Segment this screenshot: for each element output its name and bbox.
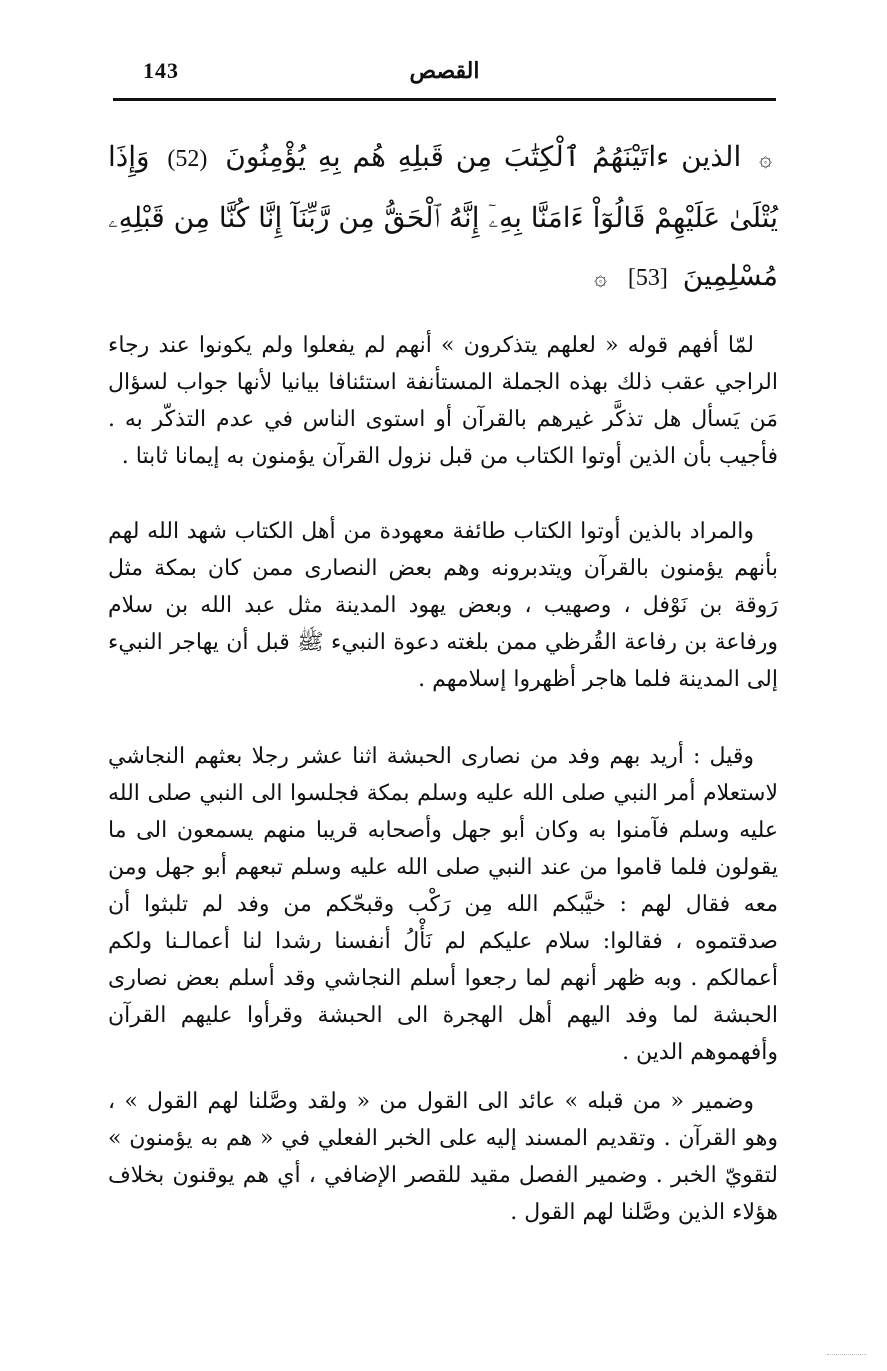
ayah-number-52: (52) <box>167 146 208 172</box>
running-title: القصص <box>409 58 480 84</box>
commentary-paragraph: لمّا أفهم قوله « لعلهم يتذكرون » أنهم لم يفعلوا ولم يكونوا عند رجاء الراجي عقب ذلك بهذه الجملة المستأنفة استئنافا بيانيا لأنها جواب لسؤال مَن يَسأل هل تذكَّر غيرهم بالقرآن أو استوى الناس في عدم التذكّر به . فأجيب بأن الذين أوتوا الكتاب من قبل نزول القرآن يؤمنون به إيمانا ثابتا . <box>108 333 778 469</box>
commentary-paragraph: وضمير « من قبله » عائد الى القول من « ولقد وصَّلنا لهم القول » ، وهو القرآن . وتقديم المسند إليه على الخبر الفعلي في « هم به يؤمنون » لتقويّ الخبر . وضمير الفصل مقيد للقصر الإضافي ، أي هم يوقنون بخلاف هؤلاء الذين وصَّلنا لهم القول . <box>108 1089 778 1225</box>
verse-text-52: الذين ءاتَيْنَهُمُ ٱلْكِتَٰبَ مِن قَبلِهِ هُم بِهِ يُؤْمِنُونَ <box>225 140 742 173</box>
verse-close-ornament: ۞ <box>594 266 607 291</box>
verse-open-ornament: ۞ <box>759 147 772 172</box>
quran-verse-block <box>108 128 778 308</box>
verse-text-53: وَإِذَا يُتْلَىٰ عَلَيْهِمْ قَالُوٓاْ ءَامَنَّا بِهِۦٓ إِنَّهُ ٱلْحَقُّ مِن رَّبِّنَآ إِنَّا كُنَّا مِن قَبْلِهِۦ مُسْلِمِينَ <box>108 140 778 292</box>
page-number: 143 <box>143 58 179 83</box>
commentary-paragraph: والمراد بالذين أوتوا الكتاب طائفة معهودة من أهل الكتاب شهد الله لهم بأنهم يؤمنون بالقرآن ويتدبرونه وهم بعض النصارى ممن كان بمكة مثل رَوقة بن نَوْفل ، وصهيب ، وبعض يهود المدينة مثل عبد الله بن سلام ورفاعة بن رفاعة القُرظي ممن بلغته دعوة النبيء ﷺ قبل أن يهاجر النبيء إلى المدينة فلما هاجر أظهروا إسلامهم . <box>108 519 778 692</box>
page-header <box>113 58 776 88</box>
commentary-paragraph: وقيل : أريد بهم وفد من نصارى الحبشة اثنا عشر رجلا بعثهم النجاشي لاستعلام أمر النبي صلى الله عليه وسلم بمكة فجلسوا الى النبي صلى الله عليه وسلم فآمنوا به وكان أبو جهل وأصحابه قريبا منهم يسمعون الى ما يقولون فلما قاموا من عند النبي صلى الله عليه وسلم تبعهم أبو جهل ومن معه فقال لهم : خيَّبكم الله مِن رَكْب وقبحّكم من وفد لم تلبثوا أن صدقتموه ، فقالوا: سلام عليكم لم نَأْلُ أنفسنا رشدا لنا أعمالـنا ولكم أعمالكم . وبه ظهر أنهم لما رجعوا أسلم النجاشي وقد أسلم بعض نصارى الحبشة لما وفد اليهم أهل الهجرة الى الحبشة وقرأوا عليهم القرآن وأفهموهم الدين . <box>108 744 778 1065</box>
ayah-number-53: [53] <box>627 265 668 291</box>
header-rule <box>113 98 776 101</box>
scan-artifact <box>827 1354 867 1365</box>
